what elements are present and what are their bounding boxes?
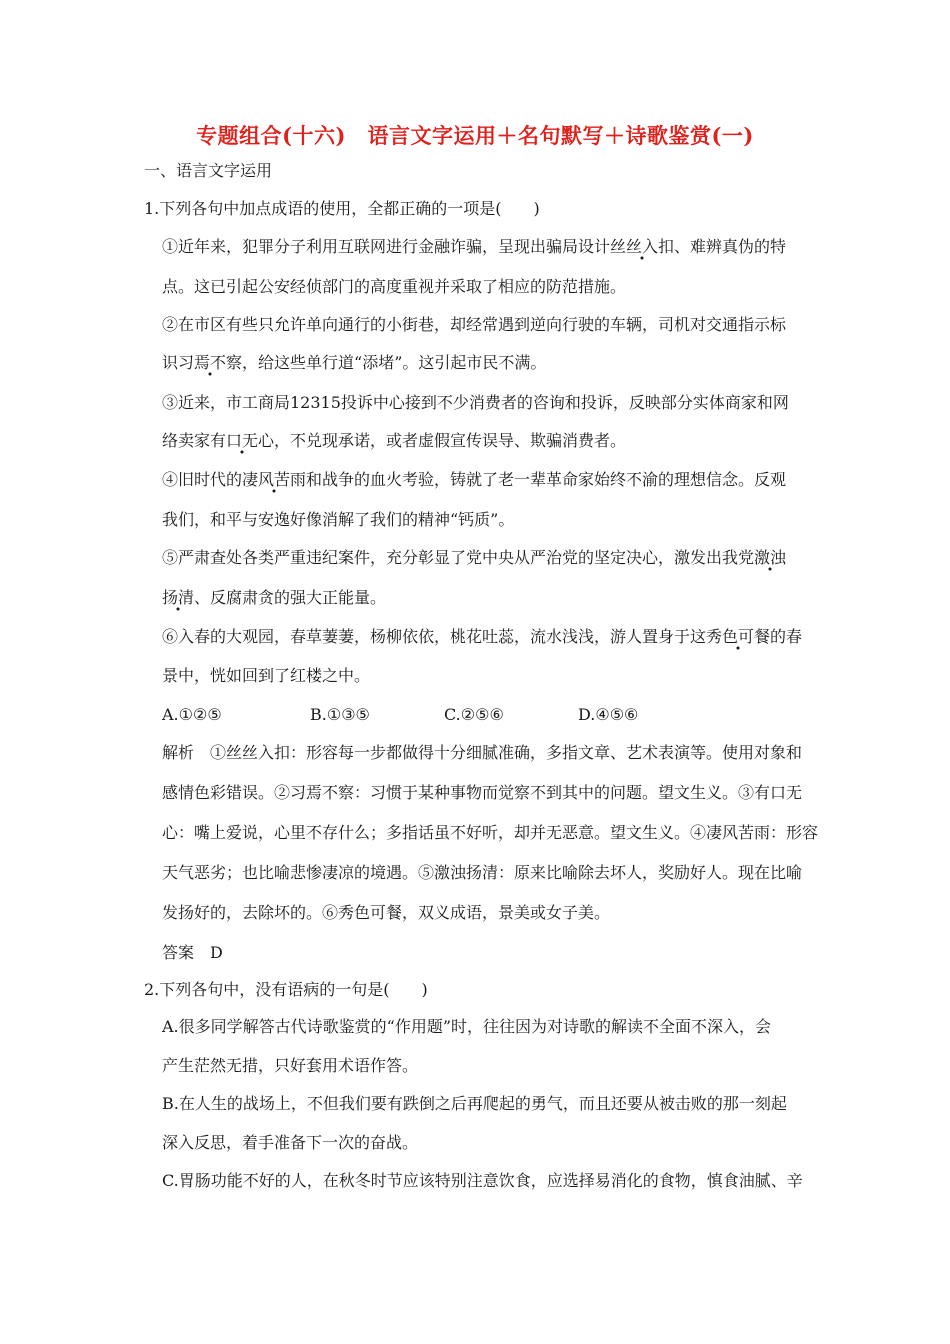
analysis-line: 心：嘴上爱说，心里不存什么；多指话虽不好听，却并无恶意。望文生义。④凄风苦雨：形容 — [162, 823, 819, 842]
q1-answer: 答案 D — [162, 943, 223, 962]
question-1-stem: 1.下列各句中加点成语的使用，全都正确的一项是( ) — [144, 199, 540, 218]
analysis-line: 发扬好的，去除坏的。⑥秀色可餐，双义成语，景美或女子美。 — [162, 903, 611, 922]
text: ，不兑现承诺，或者虚假宣传误导、欺骗消费者。 — [274, 431, 627, 450]
emphasized-idiom: 丝丝入扣 — [610, 237, 674, 261]
q1-sentence-4-line-2: 我们，和平与安逸好像消解了我们的精神“钙质”。 — [162, 510, 515, 529]
text: 、反腐肃贪的强大正能量。 — [194, 588, 387, 607]
q1-option-d: D.④⑤⑥ — [578, 705, 639, 724]
question-2-stem: 2.下列各句中，没有语病的一句是( ) — [144, 980, 428, 999]
text: 、难辨真伪的特 — [674, 237, 787, 256]
q1-sentence-5-line-1 — [162, 547, 786, 569]
text: ⑥入春的大观园，春草萋萋，杨柳依依，桃花吐蕊，流水浅浅，游人置身于这 — [162, 627, 707, 646]
q1-sentence-3-line-2 — [162, 430, 626, 452]
q1-sentence-1-line-2: 点。这已引起公安经侦部门的高度重视并采取了相应的防范措施。 — [162, 277, 627, 296]
q1-option-a: A.①②⑤ — [162, 705, 222, 724]
q1-sentence-6-line-1 — [162, 626, 802, 648]
text: 的春 — [770, 627, 803, 646]
q1-sentence-3-line-1: ③近来，市工商局12315投诉中心接到不少消费者的咨询和投诉，反映部分实体商家和网 — [162, 393, 789, 412]
q1-sentence-2-line-1: ②在市区有些只允许单向通行的小街巷，却经常遇到逆向行驶的车辆，司机对交通指示标 — [162, 315, 787, 334]
emphasized-idiom: 凄风苦雨 — [242, 470, 306, 494]
emphasized-idiom: 扬清 — [162, 588, 194, 612]
analysis-line: 解析 ①丝丝入扣：形容每一步都做得十分细腻准确，多指文章、艺术表演等。使用对象和 — [162, 743, 803, 762]
emphasized-idiom: 激浊 — [754, 548, 786, 572]
q1-sentence-6-line-2: 景中，恍如回到了红楼之中。 — [162, 666, 371, 685]
section-heading: 一、语言文字运用 — [144, 161, 273, 180]
q2-line: A.很多同学解答古代诗歌鉴赏的“作用题”时，往往因为对诗歌的解读不全面不深入，会 — [162, 1017, 772, 1036]
q2-line: 深入反思，着手准备下一次的奋战。 — [162, 1133, 419, 1152]
q1-sentence-5-line-2 — [162, 587, 386, 609]
analysis-line: 天气恶劣；也比喻悲惨凄凉的境遇。⑤激浊扬清：原来比喻除去坏人，奖励好人。现在比喻 — [162, 863, 803, 882]
emphasized-idiom: 有口无心 — [210, 431, 274, 455]
q2-line: B.在人生的战场上，不但我们要有跌倒之后再爬起的勇气，而且还要从被击败的那一刻起 — [162, 1094, 787, 1113]
text: ，给这些单行道“添堵”。这引起市民不满。 — [242, 353, 547, 372]
text: 识 — [162, 353, 179, 372]
q1-sentence-2-line-2 — [162, 352, 546, 374]
q2-line: C.胃肠功能不好的人，在秋冬时节应该特别注意饮食，应选择易消化的食物，慎食油腻、辛 — [162, 1171, 803, 1190]
text: ①近年来，犯罪分子利用互联网进行金融诈骗，呈现出骗局设计 — [162, 237, 611, 256]
page-title: 专题组合(十六) 语言文字运用＋名句默写＋诗歌鉴赏(一) — [196, 123, 754, 148]
q1-option-b: B.①③⑤ — [310, 705, 370, 724]
q1-sentence-4-line-1 — [162, 469, 786, 491]
emphasized-idiom: 习焉不察 — [178, 353, 242, 377]
text: 络卖家 — [162, 431, 211, 450]
q1-sentence-1-line-1 — [162, 236, 786, 258]
q1-option-c: C.②⑤⑥ — [444, 705, 504, 724]
text: 和战争的血火考验，铸就了老一辈革命家始终不渝的理想信念。反观 — [306, 470, 787, 489]
analysis-line: 感情色彩错误。②习焉不察：习惯于某种事物而觉察不到其中的问题。望文生义。③有口无 — [162, 783, 803, 802]
text: ④旧时代的 — [162, 470, 243, 489]
emphasized-idiom: 秀色可餐 — [706, 627, 770, 651]
q2-line: 产生茫然无措，只好套用术语作答。 — [162, 1056, 419, 1075]
text: ⑤严肃查处各类严重违纪案件，充分彰显了党中央从严治党的坚定决心，激发出我党 — [162, 548, 755, 567]
